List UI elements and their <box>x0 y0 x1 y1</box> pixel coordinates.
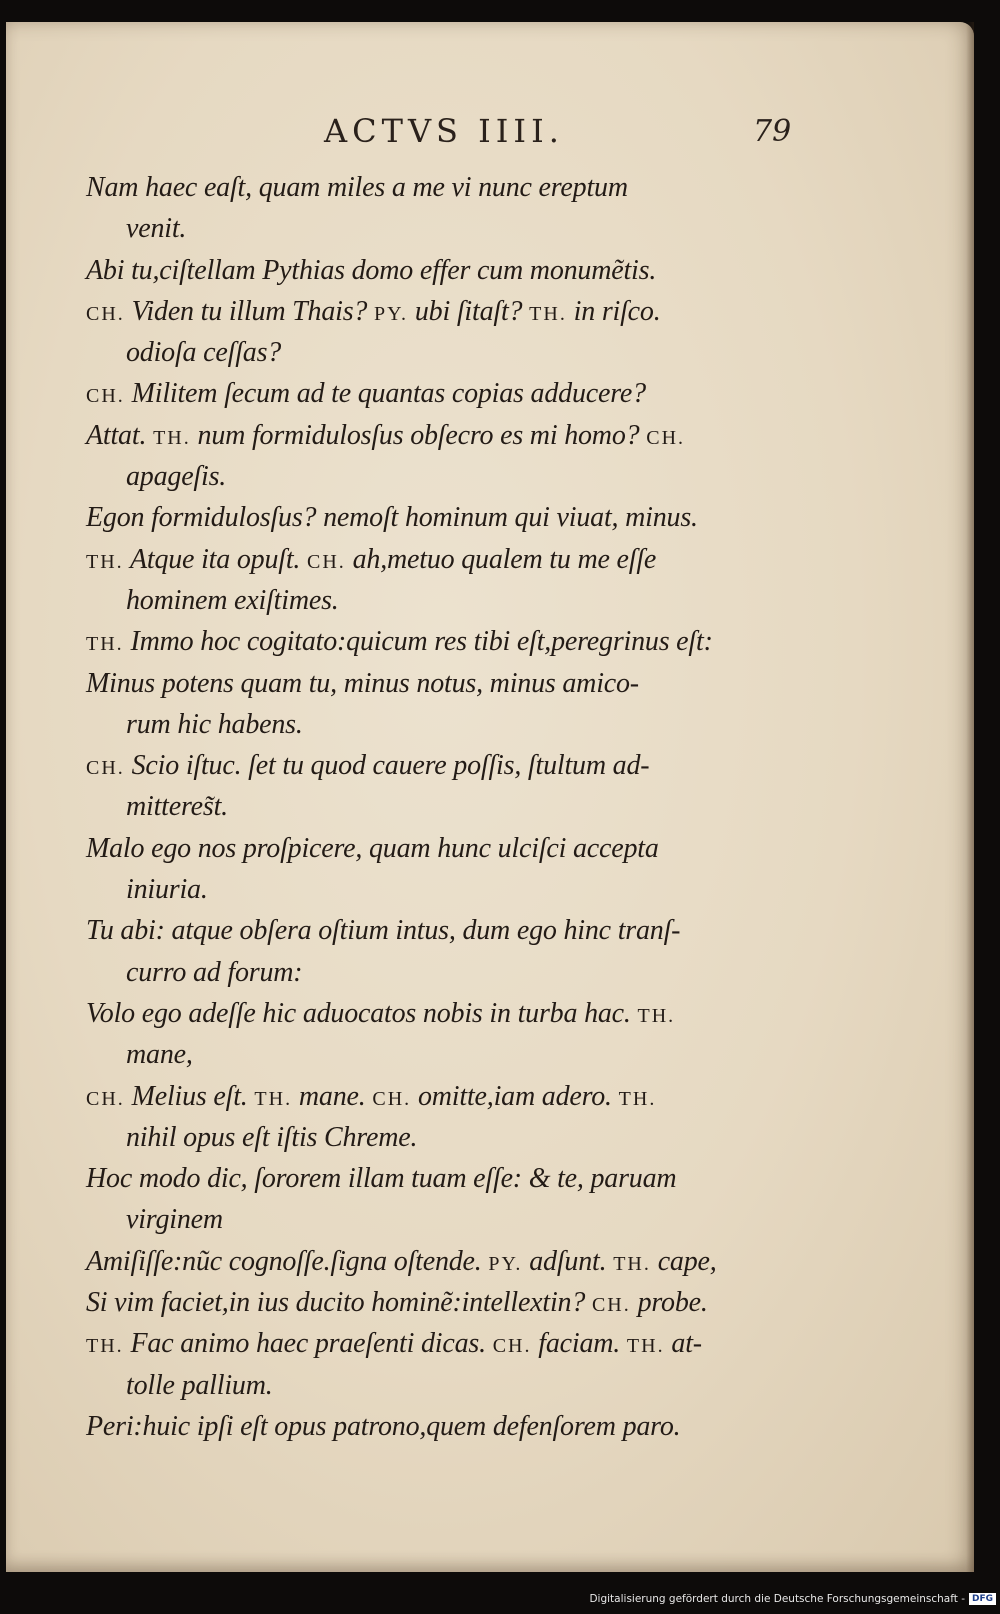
speaker-label: TH. <box>153 426 191 449</box>
speaker-label: TH. <box>254 1087 293 1110</box>
speaker-label: TH. <box>626 1335 665 1358</box>
verse-text: Volo ego adeſſe hic aduocatos nobis in turba hac. <box>86 997 631 1029</box>
text-line <box>86 208 886 249</box>
speaker-label: TH. <box>86 633 124 656</box>
text-line <box>86 332 886 373</box>
verse-text: probe. <box>637 1287 708 1319</box>
text-line <box>86 1406 886 1447</box>
text-line <box>86 167 886 208</box>
text-line <box>86 745 886 786</box>
text-line <box>86 1117 886 1158</box>
act-title: ACTVS IIII. <box>324 112 564 150</box>
text-line <box>86 1282 886 1323</box>
verse-text: mane, <box>126 1039 193 1071</box>
verse-text: omitte,iam adero. <box>417 1080 612 1112</box>
text-line <box>86 910 886 951</box>
speaker-label: CH. <box>86 1087 125 1110</box>
verse-text: Attat. <box>86 419 147 451</box>
speaker-label: CH. <box>307 550 346 573</box>
verse-text: Atque ita opuſt. <box>129 543 301 575</box>
dfg-logo: DFG <box>969 1593 996 1605</box>
verse-text: Malo ego nos proſpicere, quam hunc ulciſci accepta <box>86 832 659 864</box>
verse-text: cape, <box>657 1245 717 1277</box>
verse-text: num formidulosſus obſecro es mi homo? <box>197 419 640 451</box>
verse-text: Immo hoc cogitato:quicum res tibi eſt,peregrinus eſt: <box>130 626 713 658</box>
speaker-label: PY. <box>374 302 409 325</box>
verse-text: Abi tu,ciſtellam Pythias domo effer cum monumẽtis. <box>86 254 657 286</box>
verse-text: hominem exiſtimes. <box>126 584 339 616</box>
text-line <box>86 869 886 910</box>
text-line <box>86 497 886 538</box>
text-line <box>86 580 886 621</box>
verse-text: Fac animo haec praeſenti dicas. <box>130 1328 486 1360</box>
digitization-credit <box>589 1593 996 1605</box>
verse-text: adſunt. <box>529 1245 607 1277</box>
verse-text: Nam haec eaſt, quam miles a me vi nunc ereptum <box>86 172 628 203</box>
verse-text: Peri:huic ipſi eſt opus patrono,quem defenſorem paro. <box>86 1410 681 1442</box>
text-line <box>86 1323 886 1364</box>
speaker-label: PY. <box>488 1252 523 1275</box>
text-line <box>86 828 886 869</box>
text-line <box>86 539 886 580</box>
text-line <box>86 456 886 497</box>
text-block <box>86 167 886 1447</box>
verse-text: tolle pallium. <box>126 1369 273 1401</box>
text-line <box>86 993 886 1034</box>
verse-text: odioſa ceſſas? <box>126 337 282 369</box>
verse-text: mane. <box>298 1080 366 1112</box>
speaker-label: CH. <box>372 1087 412 1110</box>
verse-text: Tu abi: atque obſera oſtium intus, dum ego hinc tranſ- <box>86 915 681 947</box>
verse-text: Viden tu illum Thais? <box>131 295 368 327</box>
verse-text: in riſco. <box>573 295 661 327</box>
text-line <box>86 415 886 456</box>
text-line <box>86 621 886 662</box>
speaker-label: TH. <box>86 1335 124 1358</box>
text-line <box>86 952 886 993</box>
text-line <box>86 1365 886 1406</box>
text-line <box>86 704 886 745</box>
verse-text: apageſis. <box>126 461 227 493</box>
book-page <box>6 22 974 1572</box>
page-number: 79 <box>753 114 792 149</box>
text-line <box>86 1158 886 1199</box>
running-head <box>6 92 974 152</box>
speaker-label: TH. <box>529 302 567 325</box>
verse-text: curro ad forum: <box>126 956 303 988</box>
verse-text: rum hic habens. <box>126 708 303 740</box>
text-line <box>86 250 886 291</box>
verse-text: Militem ſecum ad te quantas copias adducere? <box>131 378 646 410</box>
verse-text: Egon formidulosſus? nemoſt hominum qui viuat, minus. <box>86 502 698 534</box>
text-line <box>86 1076 886 1117</box>
text-line <box>86 1034 886 1075</box>
speaker-label: TH. <box>613 1252 651 1275</box>
verse-text: Scio iſtuc. ſet tu quod cauere poſſis, ſtultum ad- <box>131 750 650 782</box>
verse-text: Amiſiſſe:nũc cognoſſe.ſigna oſtende. <box>86 1245 482 1277</box>
verse-text: iniuria. <box>126 874 208 906</box>
speaker-label: CH. <box>86 302 125 325</box>
text-line <box>86 1199 886 1240</box>
text-line <box>86 663 886 704</box>
speaker-label: CH. <box>591 1294 631 1317</box>
speaker-label: TH. <box>86 550 124 573</box>
speaker-label: TH. <box>618 1087 657 1110</box>
credit-text: Digitalisierung gefördert durch die Deutsche Forschungsgemeinschaft - <box>589 1593 965 1605</box>
verse-text: Si vim faciet,in ius ducito hominẽ:intellextin? <box>86 1287 586 1319</box>
verse-text: Minus potens quam tu, minus notus, minus amico- <box>86 667 639 699</box>
text-line <box>86 373 886 414</box>
speaker-label: CH. <box>646 426 686 449</box>
speaker-label: CH. <box>492 1335 532 1358</box>
verse-text: nihil opus eſt iſtis Chreme. <box>126 1121 418 1153</box>
verse-text: ah,metuo qualem tu me eſſe <box>352 543 657 575</box>
verse-text: at- <box>671 1328 702 1360</box>
verse-text: mitteres̃t. <box>126 791 228 823</box>
verse-text: faciam. <box>538 1328 621 1360</box>
text-line <box>86 1241 886 1282</box>
verse-text: Hoc modo dic, ſororem illam tuam eſſe: & te, paruam <box>86 1163 677 1195</box>
speaker-label: CH. <box>86 385 125 408</box>
verse-text: ubi ſitaſt? <box>414 295 523 327</box>
verse-text: virginem <box>126 1204 223 1236</box>
speaker-label: TH. <box>637 1004 676 1027</box>
speaker-label: CH. <box>86 757 125 780</box>
text-line <box>86 291 886 332</box>
verse-text: venit. <box>126 213 187 245</box>
text-line <box>86 786 886 827</box>
verse-text: Melius eſt. <box>131 1080 248 1112</box>
